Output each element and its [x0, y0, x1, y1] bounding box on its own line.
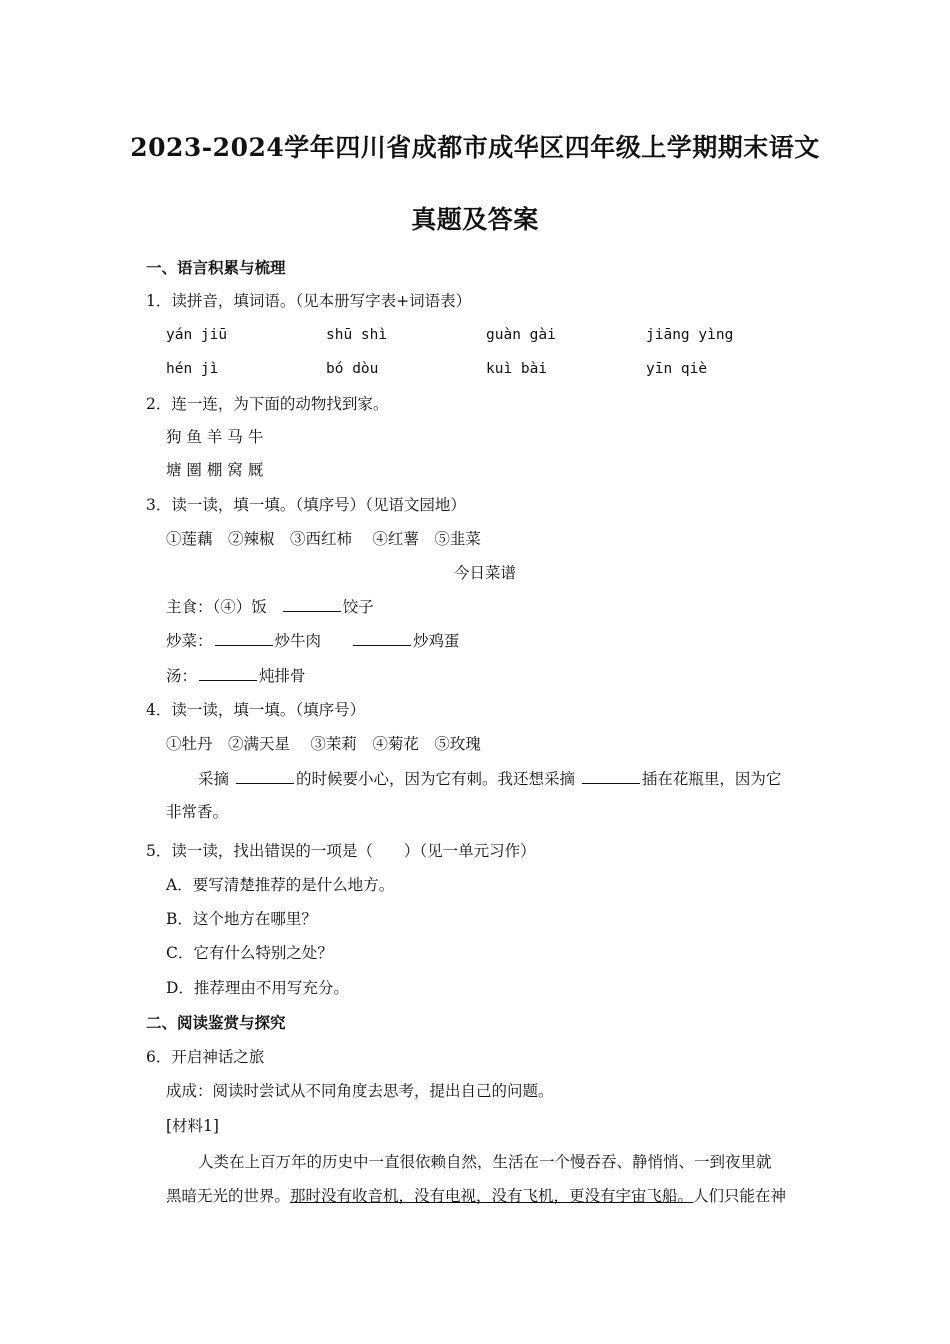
pinyin: yīn qiè	[646, 361, 708, 377]
question-6-stem: 6．开启神话之旅	[146, 1048, 265, 1066]
document-title-line2: 真题及答案	[411, 205, 539, 234]
question-4-stem: 4．读一读，填一填。（填序号）	[146, 701, 366, 719]
answer-blank[interactable]	[215, 631, 273, 646]
soup-label: 汤：	[166, 667, 198, 685]
option-a: A．要写清楚推荐的是什么地方。	[166, 876, 395, 894]
text-part: 采摘	[198, 770, 234, 788]
pinyin: kuì bài	[486, 361, 548, 377]
passage-line-1: 人类在上百万年的历史中一直很依赖自然，生活在一个慢吞吞、静悄悄、一到夜里就	[198, 1153, 772, 1171]
pinyin: jiāng yìng	[646, 327, 734, 343]
question-3-stem: 3．读一读，填一填。（填序号）（见语文园地）	[146, 496, 466, 514]
section-heading-2: 二、阅读鉴赏与探究	[146, 1013, 286, 1032]
menu-stirfry	[166, 631, 460, 651]
question-4-options: ①牡丹 ②满天星 ③茉莉 ④菊花 ⑤玫瑰	[166, 735, 481, 753]
answer-blank[interactable]	[236, 769, 294, 784]
question-4-text-cont: 非常香。	[166, 803, 229, 821]
pinyin: yán jiū	[166, 327, 228, 343]
option-c: C．它有什么特别之处？	[166, 944, 333, 962]
text-part: 黑暗无光的世界。	[166, 1187, 291, 1205]
question-1-stem: 1．读拼音，填词语。（见本册写字表+词语表）	[146, 292, 472, 310]
question-6-intro: 成成：阅读时尝试从不同角度去思考，提出自己的问题。	[166, 1082, 554, 1100]
question-2-stem: 2．连一连，为下面的动物找到家。	[146, 395, 389, 413]
staple-label: 主食：（④）饭	[166, 598, 267, 616]
animals-row: 狗 鱼 羊 马 牛	[166, 428, 264, 446]
menu-soup	[166, 666, 306, 686]
question-3-options: ①莲藕 ②辣椒 ③西红柿 ④红薯 ⑤韭菜	[166, 530, 481, 548]
text-part: 插在花瓶里，因为它	[641, 770, 782, 788]
answer-blank[interactable]	[199, 666, 257, 681]
answer-blank[interactable]	[283, 597, 341, 612]
text-part: 人们只能在神	[693, 1187, 787, 1205]
menu-staple	[166, 597, 374, 617]
underlined-sentence: 那时没有收音机，没有电视，没有飞机，更没有宇宙飞船。	[290, 1187, 694, 1205]
option-b: B．这个地方在哪里？	[166, 910, 317, 928]
stirfry-label: 炒菜：	[166, 632, 213, 650]
passage-line-2	[166, 1186, 786, 1206]
answer-blank[interactable]	[582, 769, 640, 784]
option-d: D．推荐理由不用写充分。	[166, 979, 349, 997]
document-title-line1: 2023-2024学年四川省成都市成华区四年级上学期期末语文	[130, 133, 820, 162]
pinyin: hén jì	[166, 361, 219, 377]
answer-blank[interactable]	[353, 631, 411, 646]
stirfry-item: 炒鸡蛋	[413, 632, 460, 650]
homes-row: 塘 圈 棚 窝 厩	[166, 461, 264, 479]
pinyin: bó dòu	[326, 361, 379, 377]
staple-item: 饺子	[342, 598, 374, 616]
question-4-text	[198, 769, 781, 789]
section-heading-1: 一、语言积累与梳理	[146, 258, 286, 277]
question-5-stem: 5．读一读，找出错误的一项是（ ）（见一单元习作）	[146, 842, 536, 860]
soup-item: 炖排骨	[259, 667, 306, 685]
stirfry-item: 炒牛肉	[274, 632, 322, 650]
material-label: [材料1]	[166, 1117, 219, 1135]
pinyin: shū shì	[326, 327, 388, 343]
text-part: 的时候要小心，因为它有刺。我还想采摘	[295, 770, 580, 788]
pinyin: guàn gài	[486, 327, 556, 343]
menu-title: 今日菜谱	[454, 564, 517, 582]
